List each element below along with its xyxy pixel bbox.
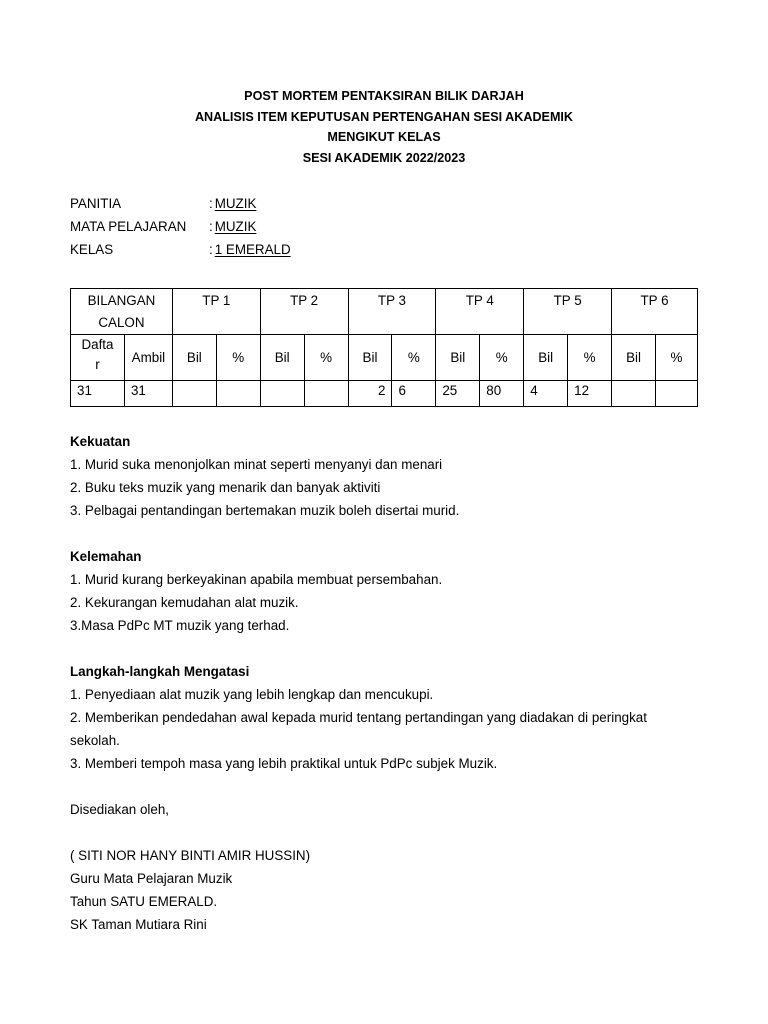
table-row (71, 381, 698, 407)
tp3-header: TP 3 (348, 289, 436, 335)
ambil-value: 31 (124, 381, 172, 407)
kekuatan-item: 2. Buku teks muzik yang menarik dan banyak aktiviti (70, 480, 381, 495)
tp3-bil-value: 2 (348, 381, 392, 407)
tp1-percent-value (216, 381, 260, 407)
daftar-header-line1: Dafta (81, 337, 114, 352)
tp1-percent-header: % (216, 335, 260, 381)
title-line-4: SESI AKADEMIK 2022/2023 (302, 150, 466, 165)
info-block (70, 192, 291, 261)
section-gap (70, 522, 710, 545)
tp2-bil-header: Bil (260, 335, 304, 381)
tp2-header: TP 2 (260, 289, 348, 335)
daftar-value: 31 (71, 381, 125, 407)
tp3-percent-header: % (392, 335, 436, 381)
tp3-percent-value: 6 (392, 381, 436, 407)
daftar-header-line2: r (95, 357, 100, 372)
candidates-header-line2: CALON (98, 315, 145, 330)
section-gap (70, 821, 710, 844)
tp6-bil-value (612, 381, 656, 407)
candidates-header-line1: BILANGAN (87, 293, 156, 308)
report-body (70, 430, 710, 936)
subject-separator: : (209, 219, 213, 234)
section-gap (70, 775, 710, 798)
prepared-by: Disediakan oleh, (70, 802, 170, 817)
section-gap (70, 637, 710, 660)
langkah-item: 1. Penyediaan alat muzik yang lebih lengkap dan mencukupi. (70, 687, 434, 702)
document-title-block (0, 86, 768, 168)
tp5-percent-value: 12 (568, 381, 612, 407)
langkah-item: 2. Memberikan pendedahan awal kepada murid tentang pertandingan yang diadakan di peringkat (70, 710, 647, 725)
class-separator: : (209, 242, 213, 257)
langkah-heading: Langkah-langkah Mengatasi (70, 664, 250, 679)
title-line-2: ANALISIS ITEM KEPUTUSAN PERTENGAHAN SESI AKADEMIK (194, 109, 574, 124)
candidates-header (71, 289, 173, 335)
kekuatan-heading: Kekuatan (70, 434, 131, 449)
tp6-percent-header: % (655, 335, 697, 381)
tp2-percent-value (304, 381, 348, 407)
info-row-panitia (70, 192, 291, 215)
ambil-header: Ambil (124, 335, 172, 381)
tp4-percent-header: % (480, 335, 524, 381)
tp4-bil-value: 25 (436, 381, 480, 407)
panitia-separator: : (209, 196, 213, 211)
tp4-bil-header: Bil (436, 335, 480, 381)
tp1-bil-value (172, 381, 216, 407)
info-row-class (70, 238, 291, 261)
results-table (70, 288, 698, 407)
daftar-header (71, 335, 125, 381)
tp2-bil-value (260, 381, 304, 407)
kelemahan-heading: Kelemahan (70, 549, 142, 564)
title-line-3: MENGIKUT KELAS (327, 130, 441, 144)
tp2-percent-header: % (304, 335, 348, 381)
class-value: 1 EMERALD (214, 242, 291, 257)
tp6-bil-header: Bil (612, 335, 656, 381)
tp5-header: TP 5 (524, 289, 612, 335)
tp6-header: TP 6 (612, 289, 698, 335)
tp5-bil-header: Bil (524, 335, 568, 381)
langkah-item-continuation: sekolah. (70, 733, 120, 748)
tp1-header: TP 1 (172, 289, 260, 335)
langkah-item: 3. Memberi tempoh masa yang lebih praktikal untuk PdPc subjek Muzik. (70, 756, 498, 771)
kekuatan-item: 1. Murid suka menonjolkan minat seperti menyanyi dan menari (70, 457, 443, 472)
kelemahan-item: 2. Kekurangan kemudahan alat muzik. (70, 595, 299, 610)
tp6-percent-value (655, 381, 697, 407)
class-label: KELAS (70, 242, 114, 257)
signatory-school: SK Taman Mutiara Rini (70, 917, 207, 932)
signatory-role: Guru Mata Pelajaran Muzik (70, 871, 233, 886)
tp4-header: TP 4 (436, 289, 524, 335)
subject-value: MUZIK (214, 219, 257, 234)
subject-label: MATA PELAJARAN (70, 219, 187, 234)
panitia-label: PANITIA (70, 196, 122, 211)
signatory-name: ( SITI NOR HANY BINTI AMIR HUSSIN) (70, 848, 311, 863)
tp3-bil-header: Bil (348, 335, 392, 381)
tp5-bil-value: 4 (524, 381, 568, 407)
info-row-subject (70, 215, 291, 238)
signatory-class: Tahun SATU EMERALD. (70, 894, 218, 909)
kelemahan-item: 1. Murid kurang berkeyakinan apabila membuat persembahan. (70, 572, 443, 587)
tp4-percent-value: 80 (480, 381, 524, 407)
table-subheader-row (71, 335, 698, 381)
panitia-value: MUZIK (214, 196, 257, 211)
kekuatan-item: 3. Pelbagai pentandingan bertemakan muzik boleh disertai murid. (70, 503, 460, 518)
title-line-1: POST MORTEM PENTAKSIRAN BILIK DARJAH (244, 89, 524, 103)
tp1-bil-header: Bil (172, 335, 216, 381)
tp5-percent-header: % (568, 335, 612, 381)
kelemahan-item: 3.Masa PdPc MT muzik yang terhad. (70, 618, 290, 633)
table-header-row (71, 289, 698, 335)
